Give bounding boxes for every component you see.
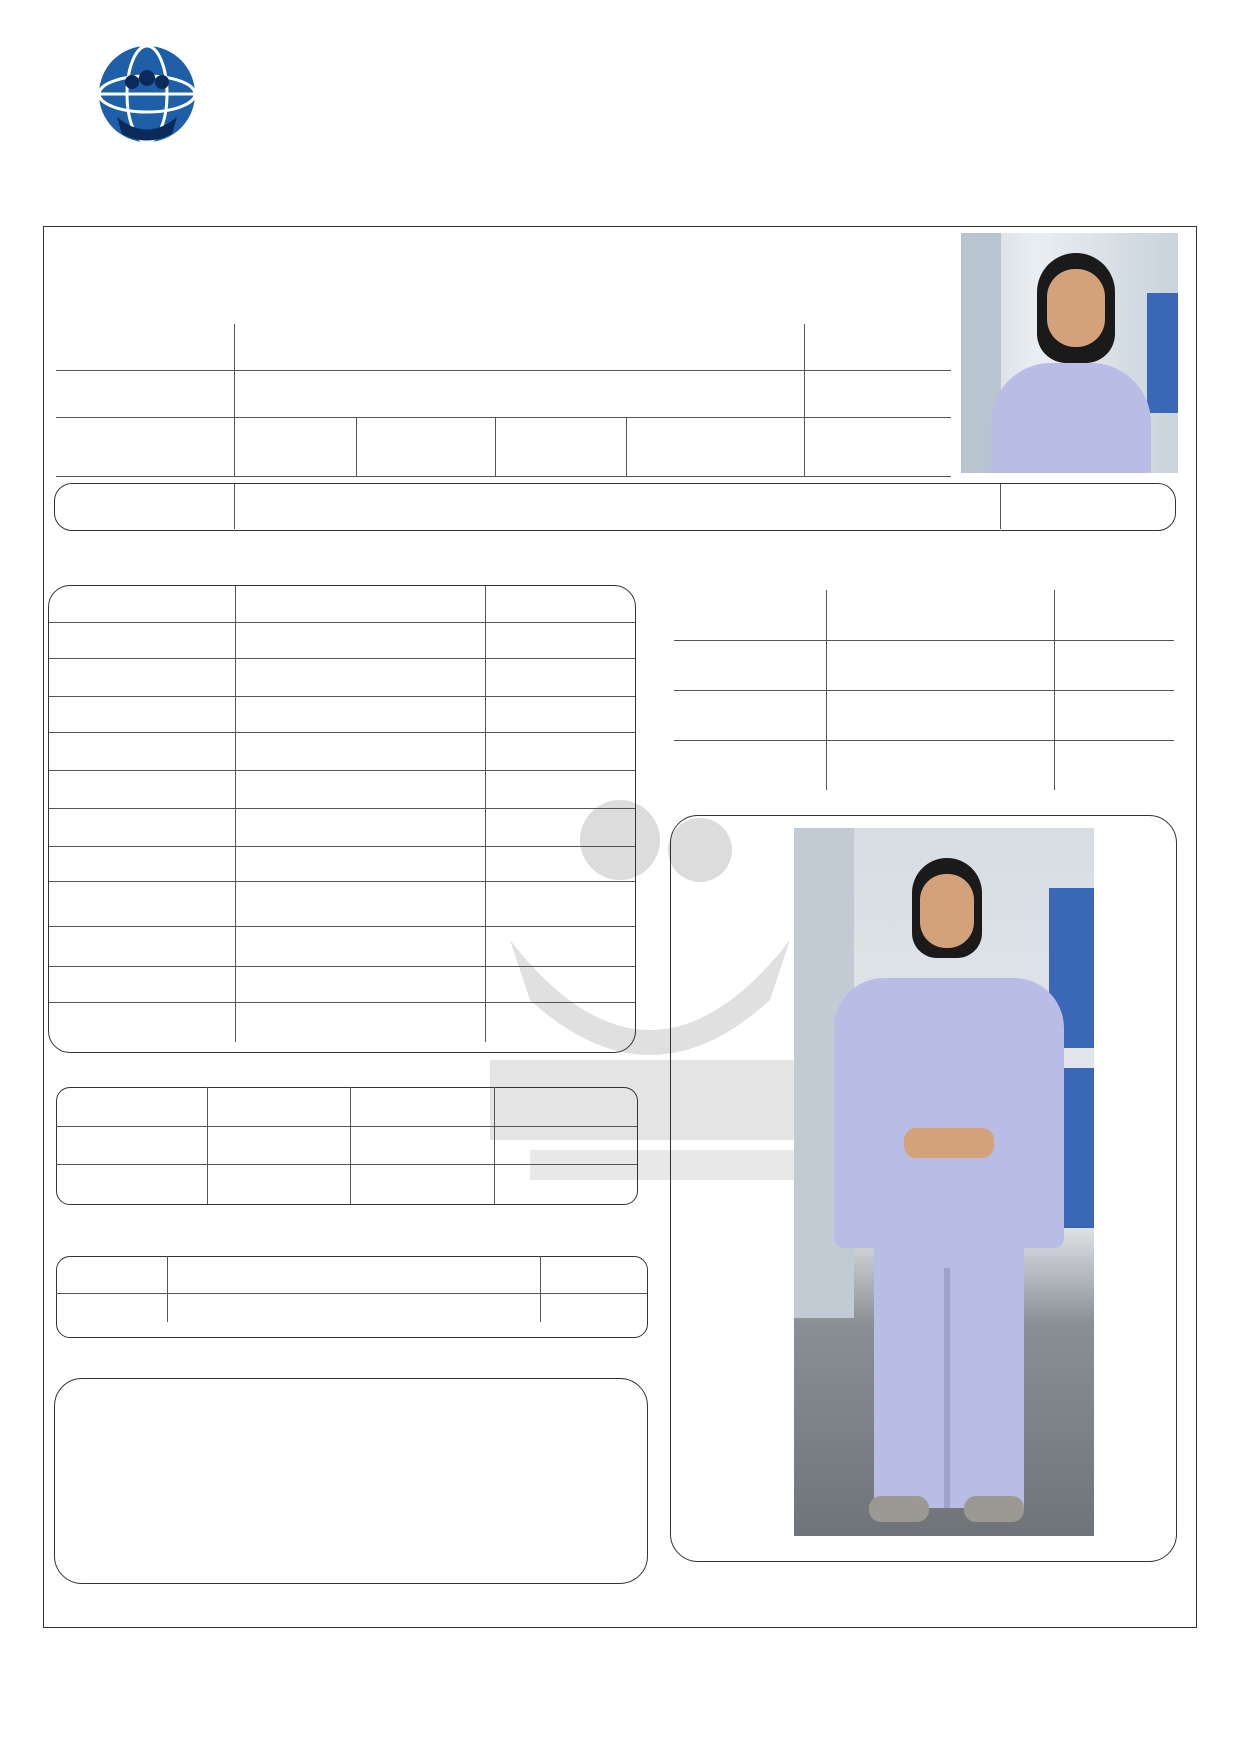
passport-row	[674, 590, 1174, 641]
details-divider	[485, 586, 486, 1042]
details-row	[49, 966, 635, 1003]
passport-row	[674, 640, 1174, 691]
details-row	[49, 586, 635, 623]
applicant-portrait-photo	[961, 233, 1178, 473]
details-row	[49, 622, 635, 659]
passport-divider	[826, 590, 827, 790]
passport-row	[674, 690, 1174, 741]
details-row	[49, 808, 635, 847]
company-logo	[62, 42, 232, 172]
work-table	[54, 1378, 648, 1584]
details-row	[49, 696, 635, 733]
applicant-fullbody-photo	[794, 828, 1094, 1536]
passport-table	[674, 590, 1179, 790]
details-row	[49, 770, 635, 809]
details-divider	[235, 586, 236, 1042]
details-row	[49, 926, 635, 967]
details-table	[48, 585, 636, 1053]
language-table	[56, 1087, 638, 1205]
details-row	[49, 658, 635, 697]
fullname-box	[54, 483, 1176, 531]
details-row	[49, 732, 635, 771]
details-row	[49, 881, 635, 927]
details-row	[49, 846, 635, 882]
previous-table	[56, 1256, 648, 1338]
passport-row	[674, 740, 1174, 790]
passport-divider	[1054, 590, 1055, 790]
details-row	[49, 1002, 635, 1042]
